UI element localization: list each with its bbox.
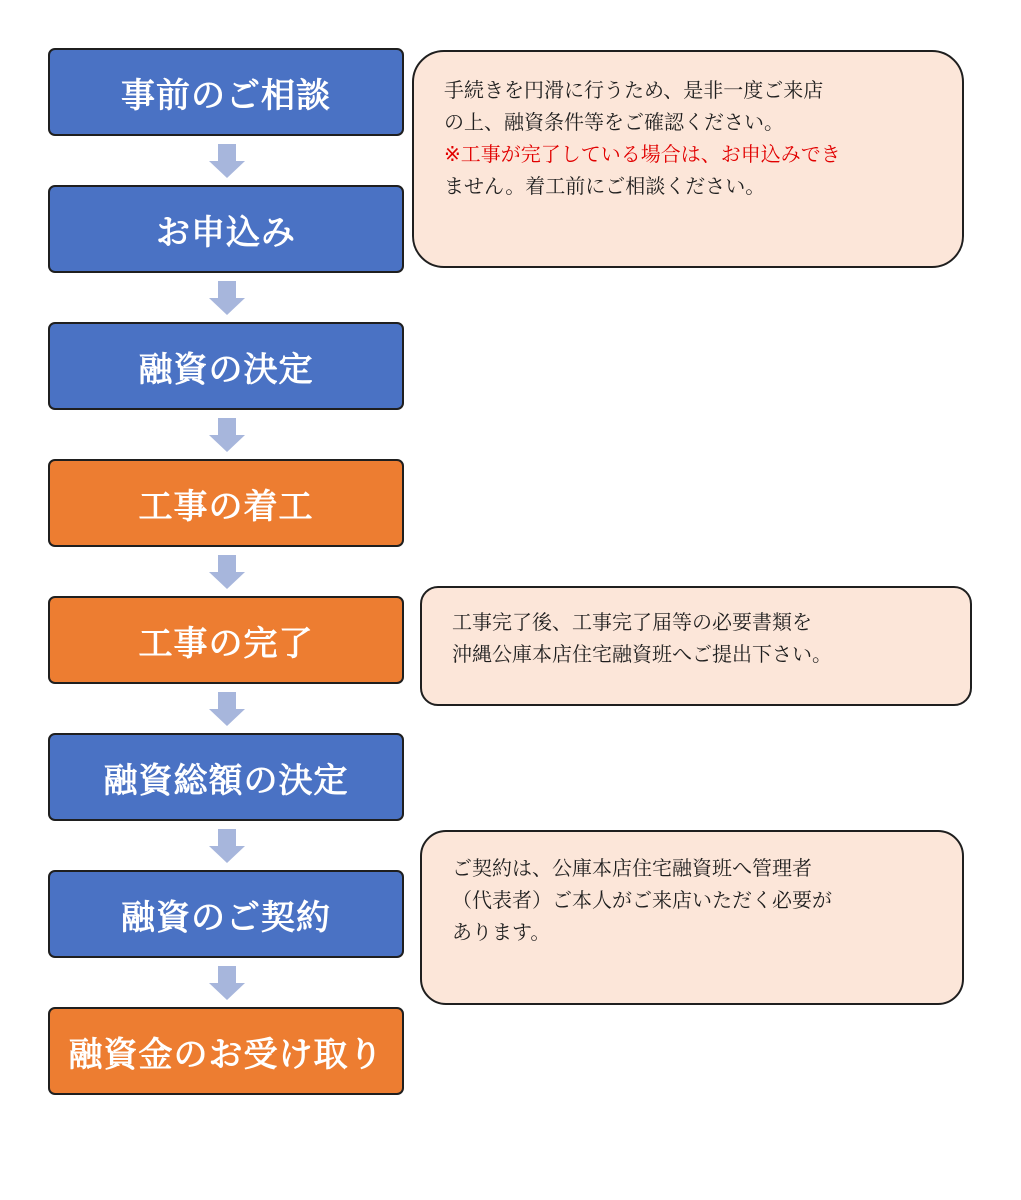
note-consultation	[412, 50, 964, 268]
down-arrow-icon	[209, 555, 245, 591]
step-construction-complete: 工事の完了	[48, 596, 404, 684]
step-loan-decision: 融資の決定	[48, 322, 404, 410]
down-arrow-icon	[209, 418, 245, 454]
note-warning-line: ※工事が完了している場合は、お申込みでき	[444, 142, 841, 166]
step-loan-receipt: 融資金のお受け取り	[48, 1007, 404, 1095]
note-text-line: 手続きを円滑に行うため、是非一度ご来店	[444, 78, 824, 102]
note-construction-complete	[420, 586, 972, 706]
note-text-line: あります。	[452, 920, 551, 944]
down-arrow-icon	[209, 281, 245, 317]
step-construction-start: 工事の着工	[48, 459, 404, 547]
note-text-line: 沖縄公庫本店住宅融資班へご提出下さい。	[452, 642, 832, 666]
step-consultation: 事前のご相談	[48, 48, 404, 136]
down-arrow-icon	[209, 144, 245, 180]
note-contract	[420, 830, 964, 1005]
down-arrow-icon	[209, 829, 245, 865]
note-text-line: ません。着工前にご相談ください。	[444, 174, 766, 198]
note-text-line: 工事完了後、工事完了届等の必要書類を	[452, 610, 812, 634]
down-arrow-icon	[209, 692, 245, 728]
note-text-line: （代表者）ご本人がご来店いただく必要が	[452, 888, 832, 912]
step-total-amount-decision: 融資総額の決定	[48, 733, 404, 821]
step-loan-contract: 融資のご契約	[48, 870, 404, 958]
note-text-line: ご契約は、公庫本店住宅融資班へ管理者	[452, 856, 812, 880]
down-arrow-icon	[209, 966, 245, 1002]
note-text-line: の上、融資条件等をご確認ください。	[444, 110, 784, 134]
step-application: お申込み	[48, 185, 404, 273]
